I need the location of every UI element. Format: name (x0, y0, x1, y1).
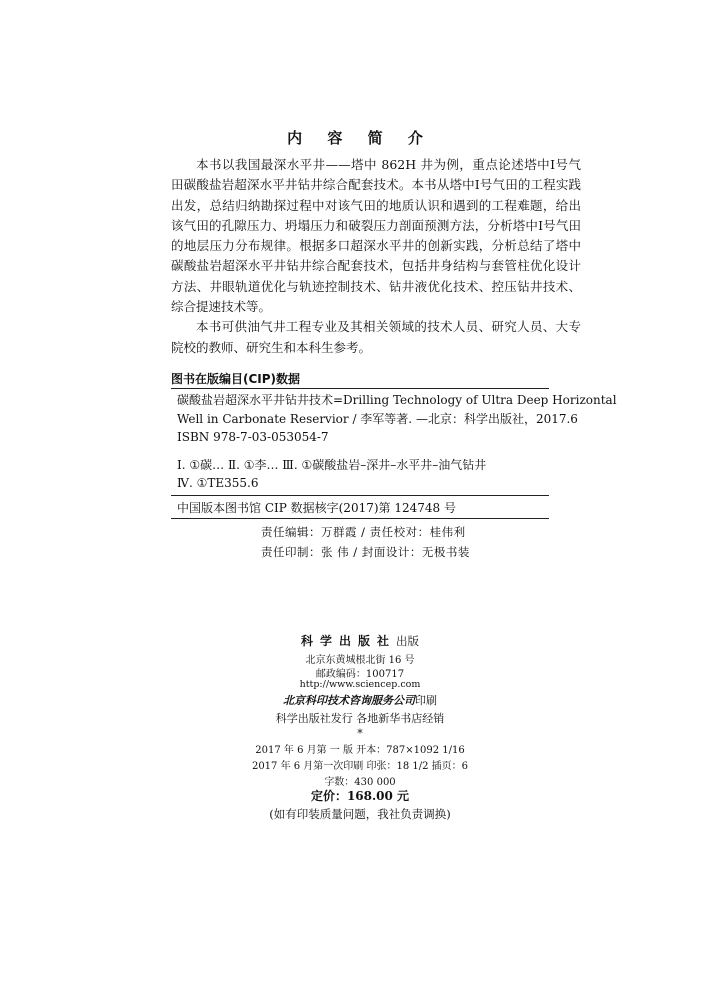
credits-editors: 责任编辑：万群霞 / 责任校对：桂伟利 (261, 525, 466, 539)
printer-name: 北京科印技术咨询服务公司 (283, 694, 415, 707)
publisher-url: http://www.sciencep.com (299, 679, 421, 690)
publisher-name: 科学出版社 (300, 634, 396, 648)
cip-top-rule (171, 388, 549, 389)
quality-notice: (如有印装质量问题，我社负责调换) (269, 807, 451, 821)
summary-body (171, 155, 581, 358)
edition-line: 2017 年 6 月第 一 版 开本：787×1092 1/16 (255, 745, 465, 756)
publisher-postcode: 邮政编码：100717 (315, 669, 405, 680)
publisher-line (0, 632, 720, 649)
summary-paragraph: 本书以我国最深水平井——塔中 862H 井为例，重点论述塔中Ⅰ号气田碳酸盐岩超深水平井钻井综合配套技术。本书从塔中Ⅰ号气田的工程实践出发，总结归纳勘探过程中对该气田的地质认识和遇到的工程难题，给出该气田的孔隙压力、坍塌压力和破裂压力剖面预测方法，分析塔中Ⅰ号气田的地层压力分布规律。根据多口超深水平井的创新实践，分析总结了塔中碳酸盐岩超深水平井钻井综合配套技术，包括井身结构与套管柱优化设计方法、井眼轨道优化与轨迹控制技术、钻井液优化技术、控压钻井技术、综合提速技术等。 (171, 157, 581, 315)
cip-record-number: 中国版本图书馆 CIP 数据核字(2017)第 124748 号 (177, 501, 456, 515)
cip-classification: Ⅳ. ①TE355.6 (177, 476, 259, 490)
publisher-address: 北京东黄城根北街 16 号 (305, 655, 415, 666)
separator-star: * (357, 727, 363, 740)
distribution-line: 科学出版社发行 各地新华书店经销 (275, 712, 445, 725)
publisher-suffix: 出版 (396, 634, 419, 648)
credits-production: 责任印制：张 伟 / 封面设计：无极书装 (261, 545, 470, 559)
cip-record-rule (171, 518, 549, 519)
cip-title-line: Well in Carbonate Reservior / 李军等著. —北京：科学出版社，2017.6 (177, 412, 578, 426)
word-count: 字数：430 000 (324, 777, 396, 788)
cip-classification: Ⅰ. ①碳… Ⅱ. ①李… Ⅲ. ①碳酸盐岩–深井–水平井–油气钻井 (177, 458, 487, 472)
cip-isbn: ISBN 978-7-03-053054-7 (177, 430, 329, 444)
summary-title: 内 容 简 介 (287, 129, 433, 147)
price: 定价：168.00 元 (310, 789, 410, 803)
cip-title-line: 碳酸盐岩超深水平井钻井技术=Drilling Technology of Ultra Deep Horizontal (177, 393, 617, 407)
summary-paragraph: 本书可供油气井工程专业及其相关领域的技术人员、研究人员、大专院校的教师、研究生和本科生参考。 (171, 319, 581, 355)
printer-suffix: 印刷 (415, 694, 437, 707)
cip-heading: 图书在版编目(CIP)数据 (171, 372, 301, 386)
printing-line: 2017 年 6 月第一次印刷 印张：18 1/2 插页：6 (251, 761, 469, 772)
cip-bottom-rule (171, 495, 549, 496)
printer-line (0, 692, 720, 708)
